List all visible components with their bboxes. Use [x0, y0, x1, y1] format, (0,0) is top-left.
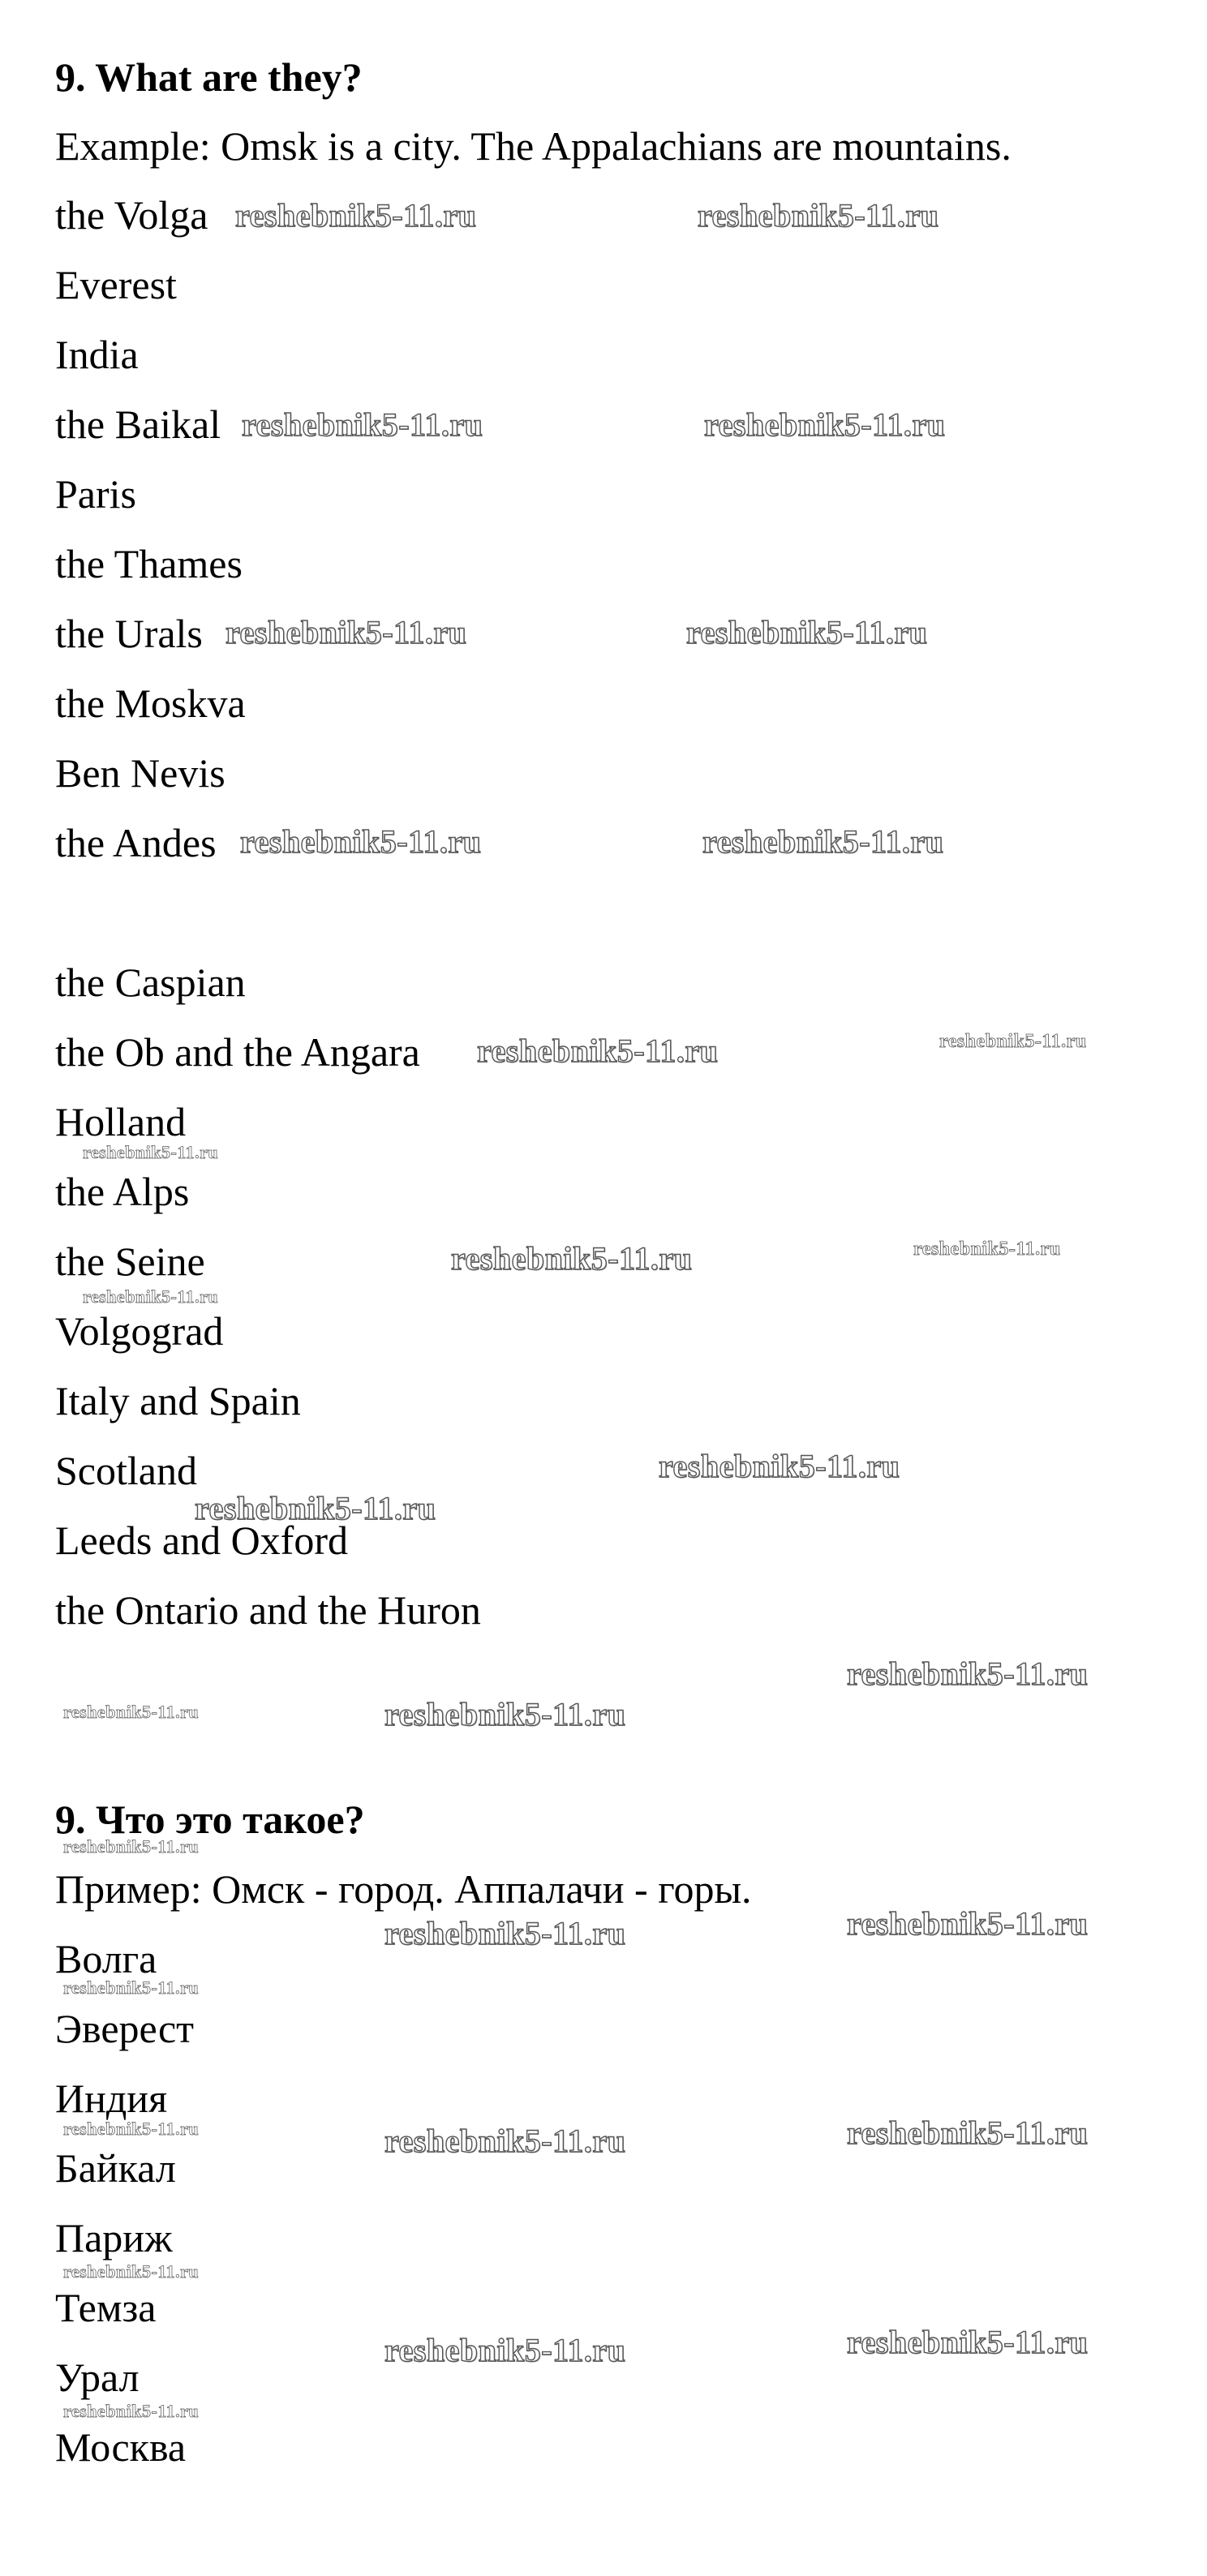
english-item: Everest: [55, 262, 177, 307]
watermark: reshebnik5-11.ru: [704, 406, 946, 443]
watermark: reshebnik5-11.ru: [195, 1490, 436, 1526]
english-item: Leeds and Oxford: [55, 1518, 348, 1563]
watermark: reshebnik5-11.ru: [451, 1240, 693, 1277]
russian-item: Москва: [55, 2424, 187, 2470]
watermark: reshebnik5-11.ru: [83, 1142, 219, 1162]
english-item: the Thames: [55, 541, 243, 586]
watermark: reshebnik5-11.ru: [913, 1239, 1061, 1260]
watermark: reshebnik5-11.ru: [240, 823, 482, 860]
watermark: reshebnik5-11.ru: [63, 1977, 200, 1998]
english-item: the Volga: [55, 192, 208, 238]
watermark: reshebnik5-11.ru: [63, 1836, 200, 1857]
watermark: reshebnik5-11.ru: [477, 1033, 719, 1069]
english-item: Scotland: [55, 1448, 197, 1493]
watermark: reshebnik5-11.ru: [939, 1031, 1087, 1052]
english-item: India: [55, 332, 139, 377]
watermark: reshebnik5-11.ru: [847, 1905, 1089, 1942]
watermark: reshebnik5-11.ru: [702, 823, 944, 860]
english-example: Example: Omsk is a city. The Appalachians are mountains.: [55, 123, 1012, 169]
english-item: Volgograd: [55, 1308, 224, 1354]
english-item: the Baikal: [55, 401, 221, 447]
watermark: reshebnik5-11.ru: [63, 2119, 200, 2139]
english-heading: 9. What are they?: [55, 54, 363, 100]
russian-item: Темза: [55, 2285, 157, 2330]
watermark: reshebnik5-11.ru: [83, 1286, 219, 1307]
english-item: the Moskva: [55, 680, 246, 726]
russian-item: Париж: [55, 2215, 173, 2260]
russian-heading: 9. Что это такое?: [55, 1797, 365, 1842]
english-item: the Ob and the Angara: [55, 1029, 420, 1075]
watermark: reshebnik5-11.ru: [384, 2123, 626, 2159]
english-item: Italy and Spain: [55, 1378, 301, 1423]
watermark: reshebnik5-11.ru: [847, 2324, 1089, 2360]
watermark: reshebnik5-11.ru: [384, 2332, 626, 2368]
russian-item: Урал: [55, 2355, 140, 2400]
watermark: reshebnik5-11.ru: [686, 614, 928, 650]
english-item: Ben Nevis: [55, 750, 226, 796]
russian-item: Волга: [55, 1936, 157, 1981]
english-item: Holland: [55, 1099, 187, 1144]
watermark: reshebnik5-11.ru: [235, 197, 477, 234]
watermark: reshebnik5-11.ru: [847, 2114, 1089, 2151]
watermark: reshebnik5-11.ru: [63, 2401, 200, 2421]
russian-item: Индия: [55, 2076, 168, 2121]
english-item: the Ontario and the Huron: [55, 1587, 481, 1633]
english-item: the Andes: [55, 820, 217, 865]
russian-example: Пример: Омск - город. Аппалачи - горы.: [55, 1866, 752, 1912]
watermark: reshebnik5-11.ru: [63, 2261, 200, 2282]
watermark: reshebnik5-11.ru: [384, 1915, 626, 1951]
russian-item: Байкал: [55, 2145, 176, 2191]
watermark: reshebnik5-11.ru: [847, 1655, 1089, 1692]
watermark: reshebnik5-11.ru: [659, 1448, 900, 1484]
watermark: reshebnik5-11.ru: [698, 197, 939, 234]
russian-item: Эверест: [55, 2006, 194, 2051]
watermark: reshebnik5-11.ru: [63, 1702, 200, 1722]
english-item: the Alps: [55, 1169, 190, 1214]
watermark: reshebnik5-11.ru: [226, 614, 467, 650]
english-item: Paris: [55, 471, 136, 517]
watermark: reshebnik5-11.ru: [384, 1696, 626, 1732]
watermark: reshebnik5-11.ru: [242, 406, 483, 443]
english-item: the Urals: [55, 611, 203, 656]
english-item: the Seine: [55, 1239, 205, 1284]
english-item: the Caspian: [55, 960, 246, 1005]
